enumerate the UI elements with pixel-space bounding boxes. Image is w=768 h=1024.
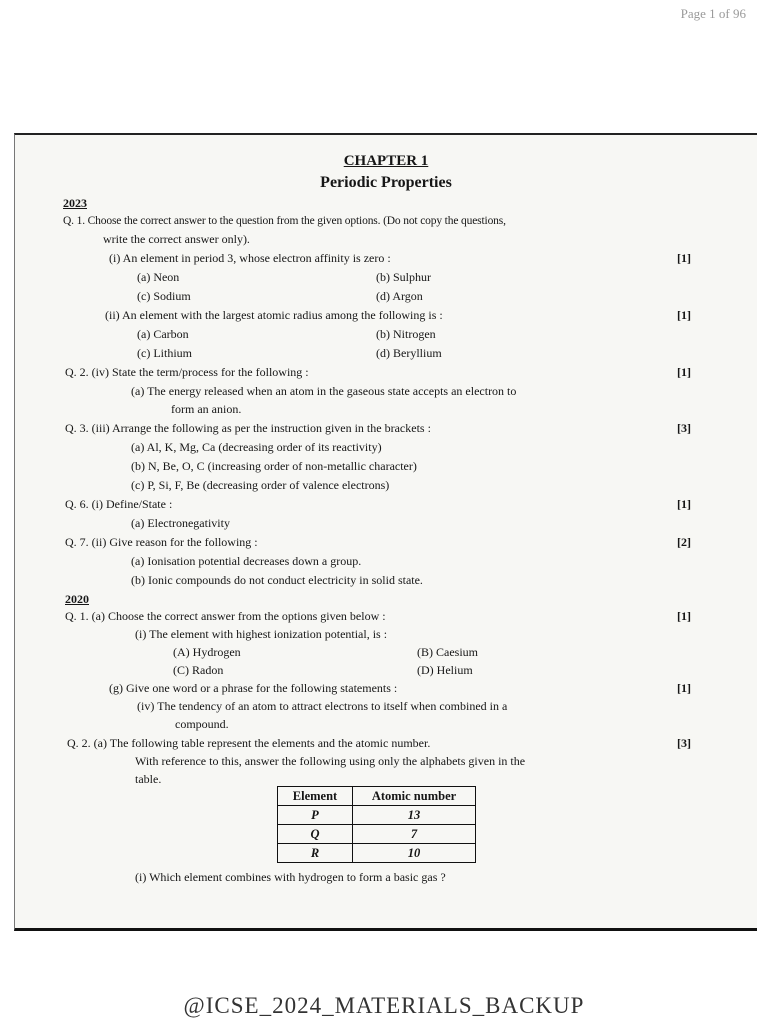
q1-2020-marks: [1] — [677, 609, 691, 623]
q1-ii-option-c: (c) Lithium — [137, 346, 192, 360]
table-row — [278, 825, 476, 844]
q7-2023-b: (b) Ionic compounds do not conduct electricity in solid state. — [131, 573, 423, 587]
q2-2023-marks: [1] — [677, 365, 691, 379]
table-header-row — [278, 787, 476, 806]
watermark-footer: @ICSE_2024_MATERIALS_BACKUP — [183, 993, 585, 1018]
q1-2020-option-d: (D) Helium — [417, 663, 473, 677]
element-table — [277, 786, 476, 863]
q1-ii-option-d: (d) Beryllium — [376, 346, 442, 360]
table-cell-element: Q — [278, 825, 353, 844]
q1-2020-g-marks: [1] — [677, 681, 691, 695]
q1-i-option-b: (b) Sulphur — [376, 270, 431, 284]
q1-2020-iv-cont: compound. — [175, 717, 229, 731]
q6-2023-text: Q. 6. (i) Define/State : — [65, 497, 173, 511]
q1-ii-option-b: (b) Nitrogen — [376, 327, 436, 341]
q3-2023-text: Q. 3. (iii) Arrange the following as per the instruction given in the brackets : — [65, 421, 431, 435]
q1-2020-option-a: (A) Hydrogen — [173, 645, 241, 659]
q3-2023-c: (c) P, Si, F, Be (decreasing order of valence electrons) — [131, 478, 390, 492]
q1-2020-text: Q. 1. (a) Choose the correct answer from the options given below : — [65, 609, 386, 623]
q2-2023-a-cont: form an anion. — [171, 402, 242, 416]
table-header-atomic-number: Atomic number — [353, 787, 476, 806]
q1-2023-intro-cont: write the correct answer only). — [103, 232, 250, 246]
table-header-element: Element — [278, 787, 353, 806]
q2-2023-a: (a) The energy released when an atom in the gaseous state accepts an electron to — [131, 384, 517, 398]
q7-2023-marks: [2] — [677, 535, 691, 549]
q2-2020-text-cont-2: table. — [135, 772, 162, 786]
q2-2020-i: (i) Which element combines with hydrogen to form a basic gas ? — [135, 870, 446, 884]
q2-2020-marks: [3] — [677, 736, 691, 750]
scanned-page — [14, 133, 757, 931]
table-cell-atomic-number: 10 — [353, 844, 476, 863]
table-cell-atomic-number: 7 — [353, 825, 476, 844]
table-cell-element: R — [278, 844, 353, 863]
q1-2020-iv: (iv) The tendency of an atom to attract electrons to itself when combined in a — [137, 699, 508, 713]
year-heading-2023: 2023 — [63, 196, 87, 210]
q1-2020-i: (i) The element with highest ionization potential, is : — [135, 627, 388, 641]
q1-2023-intro: Q. 1. Choose the correct answer to the question from the given options. (Do not copy the questions, — [63, 215, 506, 227]
page-indicator: Page 1 of 96 — [680, 6, 746, 21]
table-row — [278, 844, 476, 863]
q6-2023-a: (a) Electronegativity — [131, 516, 230, 530]
q1-i-option-a: (a) Neon — [137, 270, 180, 284]
q1-ii-text: (ii) An element with the largest atomic radius among the following is : — [105, 308, 443, 322]
q1-i-text: (i) An element in period 3, whose electron affinity is zero : — [109, 251, 391, 265]
table-row — [278, 806, 476, 825]
q1-ii-option-a: (a) Carbon — [137, 327, 189, 341]
q1-i-marks: [1] — [677, 251, 691, 265]
q1-ii-marks: [1] — [677, 308, 691, 322]
q3-2023-marks: [3] — [677, 421, 691, 435]
q3-2023-a: (a) Al, K, Mg, Ca (decreasing order of its reactivity) — [131, 440, 382, 454]
page-content — [15, 135, 757, 928]
q7-2023-a: (a) Ionisation potential decreases down a group. — [131, 554, 362, 568]
q2-2023-text: Q. 2. (iv) State the term/process for the following : — [65, 365, 309, 379]
q1-2020-option-c: (C) Radon — [173, 663, 224, 677]
year-heading-2020: 2020 — [65, 592, 89, 606]
q1-2020-g: (g) Give one word or a phrase for the following statements : — [109, 681, 398, 695]
q1-2020-option-b: (B) Caesium — [417, 645, 478, 659]
q1-i-option-d: (d) Argon — [376, 289, 423, 303]
q2-2020-text: Q. 2. (a) The following table represent the elements and the atomic number. — [67, 736, 431, 750]
q6-2023-marks: [1] — [677, 497, 691, 511]
q1-i-option-c: (c) Sodium — [137, 289, 191, 303]
q7-2023-text: Q. 7. (ii) Give reason for the following : — [65, 535, 258, 549]
table-cell-element: P — [278, 806, 353, 825]
chapter-label: CHAPTER 1 — [343, 153, 429, 169]
table-cell-atomic-number: 13 — [353, 806, 476, 825]
q3-2023-b: (b) N, Be, O, C (increasing order of non-metallic character) — [131, 459, 417, 473]
q2-2020-text-cont: With reference to this, answer the following using only the alphabets given in the — [135, 754, 526, 768]
chapter-title: Periodic Properties — [320, 174, 452, 191]
